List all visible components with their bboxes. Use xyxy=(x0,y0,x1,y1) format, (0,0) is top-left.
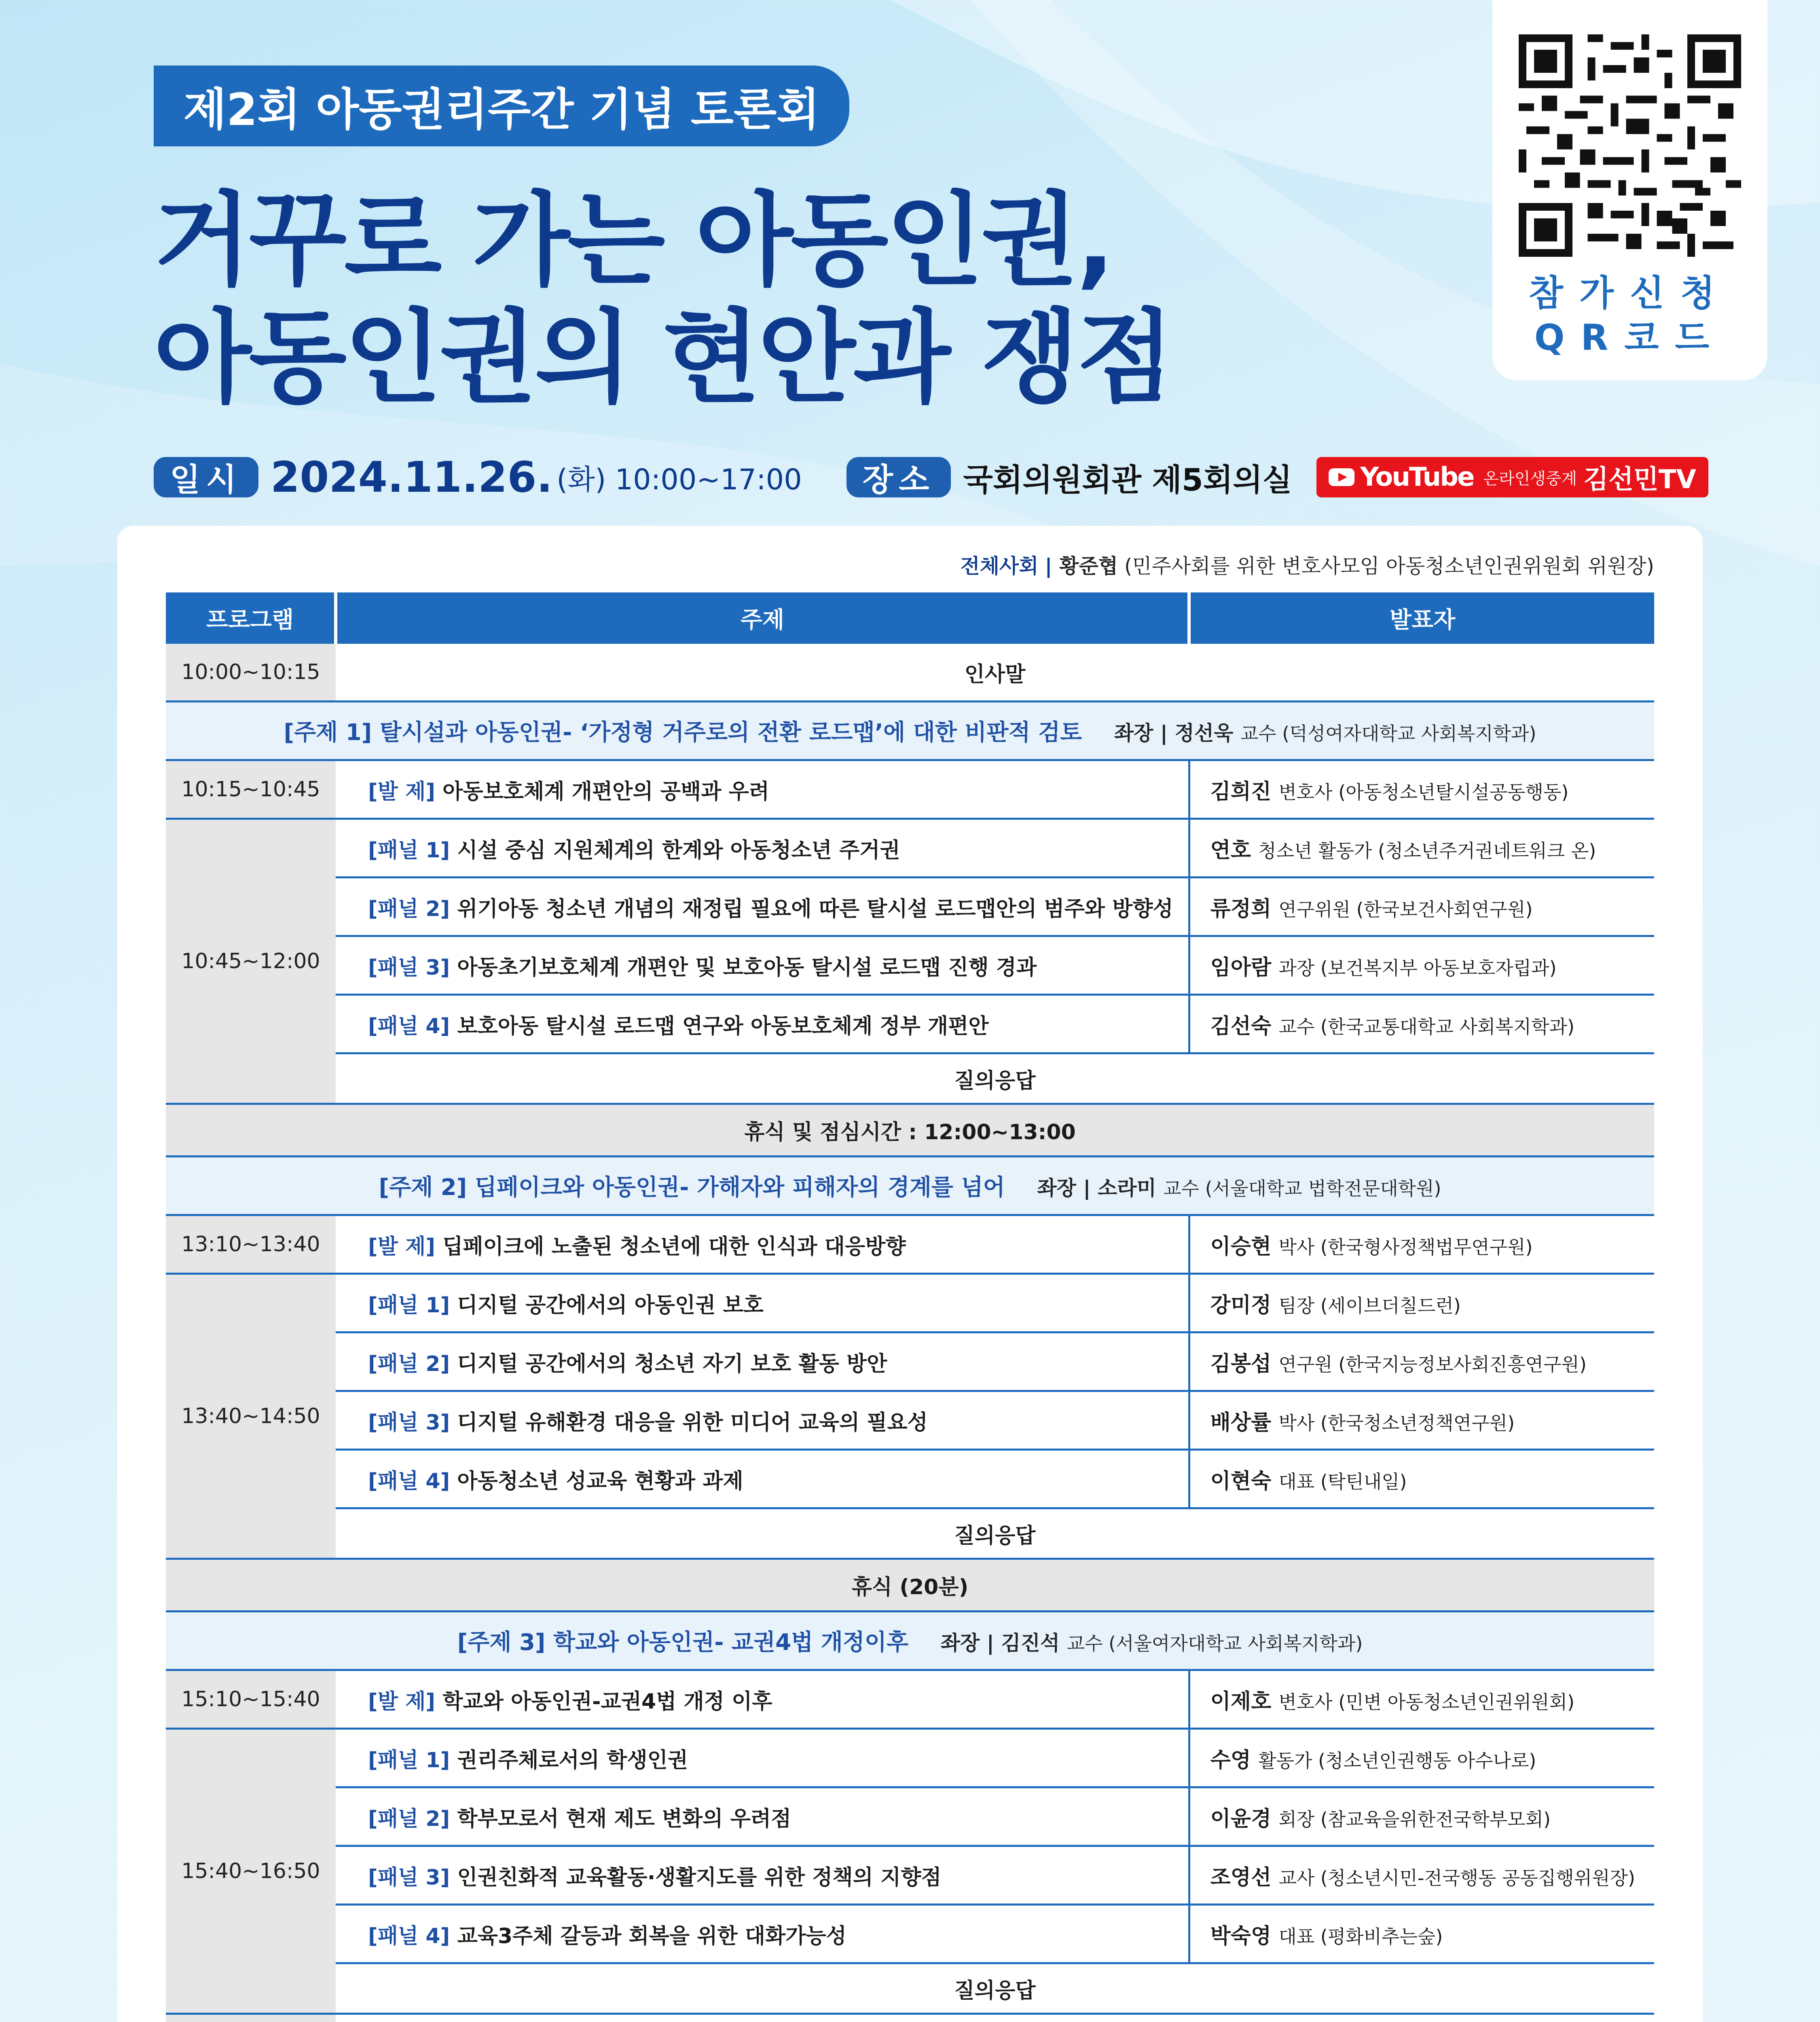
topic-cell xyxy=(336,1215,1189,1274)
opening-row xyxy=(166,644,1654,702)
presenter-affiliation: 회장 (참교육을위한전국학부모회) xyxy=(1278,1808,1551,1830)
topic-text: 아동청소년 성교육 현황과 과제 xyxy=(457,1469,743,1493)
qa-row xyxy=(166,1053,1654,1104)
presenter-affiliation: 팀장 (세이브더칠드런) xyxy=(1278,1294,1461,1317)
presenter-affiliation: 교수 (한국교통대학교 사회복지학과) xyxy=(1278,1015,1575,1038)
topic-text: 위기아동 청소년 개념의 재정립 필요에 따른 탈시설 로드맵안의 범주와 방향성 xyxy=(457,897,1173,921)
time-cell xyxy=(166,2014,336,2022)
topic-cell xyxy=(336,760,1189,819)
topic-cell xyxy=(336,1274,1189,1332)
table-row xyxy=(166,1787,1654,1846)
topic-tag: [패널 1] xyxy=(368,838,450,863)
main-title xyxy=(154,182,1172,417)
closing-row xyxy=(166,2014,1654,2022)
presenter-name: 수영 xyxy=(1210,1748,1251,1772)
topic-tag: [패널 2] xyxy=(368,897,450,921)
presenter-name: 김선숙 xyxy=(1210,1014,1272,1038)
topic-cell xyxy=(336,1670,1189,1729)
topic-tag: [발 제] xyxy=(368,1689,436,1714)
presenter-cell xyxy=(1189,1729,1654,1787)
time-cell: 10:45~12:00 xyxy=(166,819,336,1104)
header-program: 프로그램 xyxy=(166,592,336,644)
table-row xyxy=(166,1215,1654,1274)
qa-cell: 질의응답 xyxy=(336,1053,1654,1104)
chair-name: 정선욱 xyxy=(1175,721,1234,745)
break-row xyxy=(166,1559,1654,1612)
presenter-affiliation: 교사 (청소년시민-전국행동 공동집행위원장) xyxy=(1278,1867,1635,1889)
presenter-name: 이승현 xyxy=(1210,1234,1272,1259)
topic-cell xyxy=(336,1391,1189,1450)
topic-text: 아동초기보호체계 개편안 및 보호아동 탈시설 로드맵 진행 경과 xyxy=(457,955,1037,980)
youtube-word: YouTube xyxy=(1360,462,1474,492)
chair xyxy=(941,1631,1363,1655)
presenter-cell xyxy=(1189,819,1654,878)
presenter-affiliation: 변호사 (아동청소년탈시설공동행동) xyxy=(1278,781,1569,803)
presenter-name: 류정희 xyxy=(1210,897,1272,921)
presenter-name: 배상률 xyxy=(1210,1410,1272,1435)
presenter-cell xyxy=(1189,1215,1654,1274)
table-row xyxy=(166,1274,1654,1332)
chair-role: 교수 (덕성여자대학교 사회복지학과) xyxy=(1240,723,1536,745)
topic-text: 학교와 아동인권-교권4법 개정 이후 xyxy=(442,1689,772,1714)
topic-text: 디지털 공간에서의 아동인권 보호 xyxy=(457,1293,764,1318)
presenter-affiliation: 대표 (평화비추는숲) xyxy=(1278,1925,1443,1948)
qr-label xyxy=(1492,271,1767,360)
break-cell: 휴식 (20분) xyxy=(166,1559,1654,1612)
presenter-name: 이윤경 xyxy=(1210,1806,1272,1831)
presenter-name: 김봉섭 xyxy=(1210,1352,1272,1376)
presenter-affiliation: 연구위원 (한국보건사회연구원) xyxy=(1278,898,1533,920)
presenter-name: 박숙영 xyxy=(1210,1924,1272,1948)
time-cell: 13:40~14:50 xyxy=(166,1274,336,1559)
presenter-cell xyxy=(1189,1787,1654,1846)
topic-tag: [패널 3] xyxy=(368,1865,450,1890)
header-topic: 주제 xyxy=(336,592,1189,644)
time-cell: 10:00~10:15 xyxy=(166,644,336,702)
presenter-name: 강미정 xyxy=(1210,1293,1272,1318)
topic-cell xyxy=(336,1729,1189,1787)
topic-cell xyxy=(336,1787,1189,1846)
presenter-cell xyxy=(1189,1670,1654,1729)
presenter-name: 임아람 xyxy=(1210,955,1272,980)
main-title-line1: 거꾸로 가는 아동인권, xyxy=(154,182,1113,299)
topic-tag: [패널 4] xyxy=(368,1469,450,1493)
theme-row xyxy=(166,1157,1654,1215)
topic-tag: [패널 4] xyxy=(368,1924,450,1948)
table-row xyxy=(166,936,1654,995)
qr-label-line2: QR코드 xyxy=(1534,317,1726,358)
presenter-affiliation: 활동가 (청소년인권행동 아수나로) xyxy=(1258,1749,1536,1772)
topic-tag: [발 제] xyxy=(368,779,436,804)
time-cell: 10:15~10:45 xyxy=(166,760,336,819)
event-time: (화) 10:00~17:00 xyxy=(557,463,802,496)
qr-code-icon[interactable] xyxy=(1519,34,1741,257)
topic-text: 딥페이크에 노출된 청소년에 대한 인식과 대응방향 xyxy=(442,1234,906,1259)
break-row xyxy=(166,1104,1654,1157)
chair-label: 좌장 | xyxy=(1114,721,1168,745)
table-row xyxy=(166,1450,1654,1508)
presenter-affiliation: 청소년 활동가 (청소년주거권네트워크 온) xyxy=(1258,840,1596,862)
presenter-name: 이현숙 xyxy=(1210,1469,1272,1493)
presenter-affiliation: 변호사 (민변 아동청소년인권위원회) xyxy=(1278,1691,1575,1713)
date-tag: 일시 xyxy=(154,457,258,497)
topic-tag: [패널 3] xyxy=(368,955,450,980)
presenter-cell xyxy=(1189,1450,1654,1508)
moderator-label: 전체사회 xyxy=(960,554,1039,578)
event-date: 2024.11.26. xyxy=(270,453,553,502)
theme-title: [주제 1] 탈시설과 아동인권- ‘가정형 거주로의 전환 로드맵’에 대한 비판적 검토 xyxy=(284,719,1082,746)
moderator-name: 황준협 xyxy=(1059,554,1118,578)
header-presenter: 발표자 xyxy=(1189,592,1654,644)
channel-name: 김선민TV xyxy=(1583,465,1696,495)
presenter-cell xyxy=(1189,995,1654,1053)
chair-role: 교수 (서울대학교 법학전문대학원) xyxy=(1163,1178,1441,1199)
topic-cell xyxy=(336,1450,1189,1508)
presenter-cell xyxy=(1189,878,1654,936)
presenter-affiliation: 박사 (한국청소년정책연구원) xyxy=(1278,1412,1515,1434)
qa-row xyxy=(166,1963,1654,2014)
info-row xyxy=(154,453,1708,501)
presenter-affiliation: 연구원 (한국지능정보사회진흥연구원) xyxy=(1278,1353,1587,1375)
break-cell: 휴식 및 점심시간 : 12:00~13:00 xyxy=(166,1104,1654,1157)
topic-text: 디지털 공간에서의 청소년 자기 보호 활동 방안 xyxy=(457,1352,887,1376)
theme-row xyxy=(166,1612,1654,1670)
table-header-row xyxy=(166,592,1654,644)
presenter-cell xyxy=(1189,1274,1654,1332)
topic-cell xyxy=(336,936,1189,995)
chair-role: 교수 (서울여자대학교 사회복지학과) xyxy=(1067,1633,1363,1654)
table-row xyxy=(166,1670,1654,1729)
qr-label-line1: 참가신청 xyxy=(1528,272,1731,314)
stream-label: 온라인생중계 xyxy=(1483,469,1577,488)
table-row xyxy=(166,760,1654,819)
time-cell: 13:10~13:40 xyxy=(166,1215,336,1274)
presenter-cell xyxy=(1189,1905,1654,1963)
topic-cell xyxy=(336,1332,1189,1391)
qr-card xyxy=(1492,0,1767,380)
table-row xyxy=(166,995,1654,1053)
table-row xyxy=(166,1729,1654,1787)
qa-cell: 질의응답 xyxy=(336,1963,1654,2014)
topic-tag: [패널 4] xyxy=(368,1014,450,1038)
time-cell: 15:10~15:40 xyxy=(166,1670,336,1729)
closing-title xyxy=(336,2014,1654,2022)
topic-text: 아동보호체계 개편안의 공백과 우려 xyxy=(442,779,770,804)
moderator-affiliation: (민주사회를 위한 변호사모임 아동청소년인권위원회 위원장) xyxy=(1124,554,1654,578)
table-row xyxy=(166,1905,1654,1963)
topic-text: 학부모로서 현재 제도 변화의 우려점 xyxy=(457,1806,791,1831)
topic-tag: [패널 2] xyxy=(368,1352,450,1376)
chair-name: 김진석 xyxy=(1001,1631,1060,1655)
chair xyxy=(1037,1176,1441,1200)
presenter-name: 조영선 xyxy=(1210,1865,1272,1890)
presenter-name: 연호 xyxy=(1210,838,1251,863)
theme-title: [주제 3] 학교와 아동인권- 교권4법 개정이후 xyxy=(457,1629,909,1656)
topic-tag: [패널 3] xyxy=(368,1410,450,1435)
moderator-line: 전체사회 | 황준협 (민주사회를 위한 변호사모임 아동청소년인권위원회 위원장) xyxy=(960,554,1654,578)
chair-name: 소라미 xyxy=(1097,1176,1156,1200)
main-title-line2: 아동인권의 현안과 쟁점 xyxy=(154,299,1172,417)
youtube-play-icon xyxy=(1329,468,1354,486)
presenter-cell xyxy=(1189,936,1654,995)
topic-cell xyxy=(336,1905,1189,1963)
qa-cell: 질의응답 xyxy=(336,1508,1654,1559)
chair-label: 좌장 | xyxy=(1037,1176,1091,1200)
topic-cell xyxy=(336,1846,1189,1905)
opening-title: 인사말 xyxy=(336,644,1654,702)
presenter-affiliation: 과장 (보건복지부 아동보호자립과) xyxy=(1278,957,1557,979)
presenter-cell xyxy=(1189,760,1654,819)
presenter-affiliation: 대표 (탁틴내일) xyxy=(1278,1470,1407,1493)
topic-text: 교육3주체 갈등과 회복을 위한 대화가능성 xyxy=(457,1924,847,1948)
table-row xyxy=(166,819,1654,878)
table-row xyxy=(166,1391,1654,1450)
presenter-name: 김희진 xyxy=(1210,779,1272,804)
topic-cell xyxy=(336,878,1189,936)
topic-text: 보호아동 탈시설 로드맵 연구와 아동보호체계 정부 개편안 xyxy=(457,1014,989,1038)
table-row xyxy=(166,1846,1654,1905)
topic-cell xyxy=(336,995,1189,1053)
place-tag: 장소 xyxy=(847,457,951,497)
topic-tag: [패널 2] xyxy=(368,1806,450,1831)
topic-tag: [발 제] xyxy=(368,1234,436,1259)
presenter-name: 이제호 xyxy=(1210,1689,1272,1714)
chair xyxy=(1114,721,1536,745)
qa-row xyxy=(166,1508,1654,1559)
theme-row xyxy=(166,702,1654,760)
theme-title: [주제 2] 딥페이크와 아동인권- 가해자와 피해자의 경계를 넘어 xyxy=(379,1174,1005,1201)
presenter-cell xyxy=(1189,1332,1654,1391)
topic-text: 권리주체로서의 학생인권 xyxy=(457,1748,688,1772)
topic-tag: [패널 1] xyxy=(368,1748,450,1772)
topic-tag: [패널 1] xyxy=(368,1293,450,1318)
presenter-affiliation: 박사 (한국형사정책법무연구원) xyxy=(1278,1236,1533,1258)
presenter-cell xyxy=(1189,1391,1654,1450)
topic-cell xyxy=(336,819,1189,878)
program-table xyxy=(166,592,1654,2022)
program-panel xyxy=(117,526,1703,2022)
topic-text: 시설 중심 지원체계의 한계와 아동청소년 주거권 xyxy=(457,838,900,863)
table-row xyxy=(166,1332,1654,1391)
presenter-cell xyxy=(1189,1846,1654,1905)
event-place: 국회의원회관 제5회의실 xyxy=(963,461,1292,498)
table-row xyxy=(166,878,1654,936)
topic-text: 디지털 유해환경 대응을 위한 미디어 교육의 필요성 xyxy=(457,1410,928,1435)
time-cell: 15:40~16:50 xyxy=(166,1729,336,2014)
topic-text: 인권친화적 교육활동·생활지도를 위한 정책의 지향점 xyxy=(457,1865,942,1890)
youtube-stream-badge[interactable] xyxy=(1316,457,1708,497)
chair-label: 좌장 | xyxy=(940,1631,994,1655)
event-label: 제2회 아동권리주간 기념 토론회 xyxy=(154,66,849,146)
